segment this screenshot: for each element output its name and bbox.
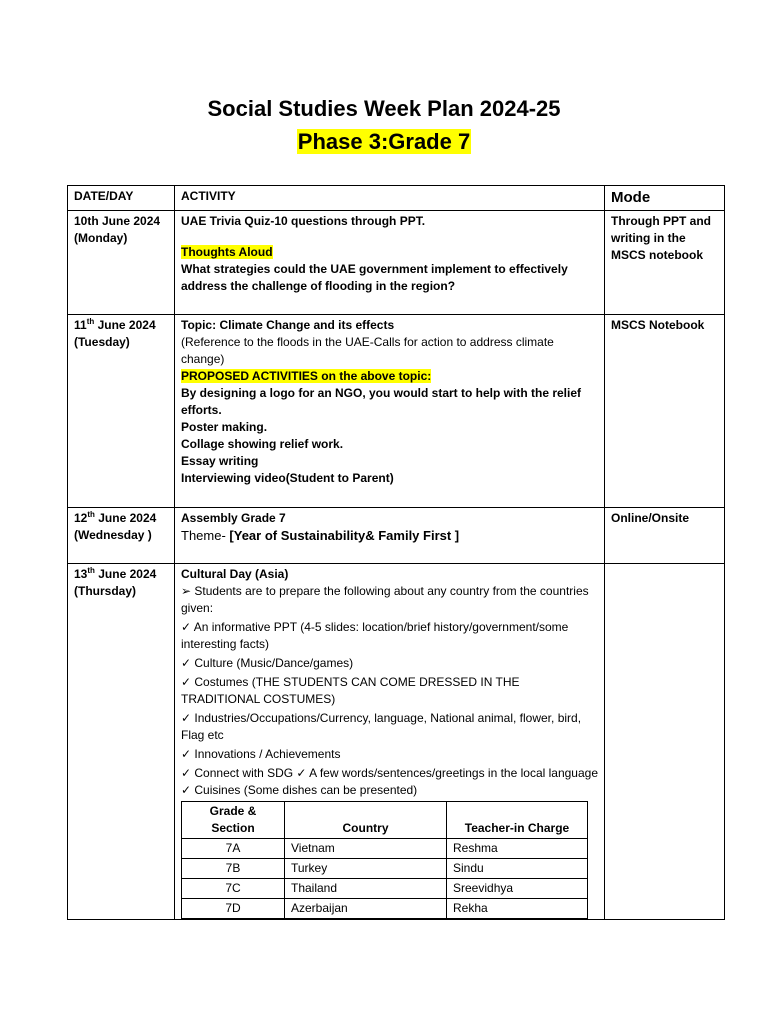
- activity-line: (Reference to the floods in the UAE-Calls for action to address climate change): [181, 335, 554, 366]
- activity-line: By designing a logo for an NGO, you would start to help with the relief efforts.: [181, 386, 582, 417]
- activity-line: Poster making.: [181, 420, 268, 434]
- theme-line: Theme- [Year of Sustainability& Family First ]: [181, 528, 460, 543]
- teacher-cell: Rekha: [447, 899, 588, 919]
- header-row: [68, 186, 725, 211]
- activity-line: Topic: Climate Change and its effects: [181, 318, 395, 332]
- activity-line: ✓ Innovations / Achievements: [181, 747, 341, 761]
- activity-cell: [175, 315, 605, 508]
- day-text: (Thursday): [74, 584, 137, 598]
- inner-header-row: [182, 802, 588, 839]
- page-subtitle: [0, 127, 768, 157]
- date-text: 10th June 2024: [74, 214, 161, 228]
- mode-cell: MSCS Notebook: [605, 315, 725, 508]
- inner-header-teacher: Teacher-in Charge: [447, 802, 588, 839]
- date-cell: [68, 315, 175, 508]
- day-text: (Tuesday): [74, 335, 130, 349]
- activity-line: ✓ Connect with SDG ✓ A few words/sentences/greetings in the local language ✓ Cuisines (Some dishes can be presented): [181, 766, 599, 797]
- activity-line: ➢ Students are to prepare the following about any country from the countries given:: [181, 584, 589, 615]
- table-row: [182, 899, 588, 919]
- date-cell: [68, 211, 175, 315]
- country-cell: Azerbaijan: [285, 899, 447, 919]
- activity-line: Essay writing: [181, 454, 259, 468]
- date-cell: [68, 564, 175, 920]
- highlight-text: Thoughts Aloud: [181, 245, 273, 259]
- plan-row: [68, 315, 725, 508]
- grade-cell: 7D: [182, 899, 285, 919]
- page-title: Social Studies Week Plan 2024-25: [207, 96, 561, 121]
- activity-line: What strategies could the UAE government implement to effectively address the challenge of flooding in the region?: [181, 262, 568, 293]
- grade-cell: 7A: [182, 839, 285, 859]
- activity-cell: [175, 211, 605, 315]
- date-text: 13th June 2024: [74, 566, 157, 581]
- inner-header-country: Country: [285, 802, 447, 839]
- highlight-text: PROPOSED ACTIVITIES on the above topic:: [181, 369, 432, 383]
- plan-row: [68, 508, 725, 564]
- country-cell: Turkey: [285, 859, 447, 879]
- mode-cell: Online/Onsite: [605, 508, 725, 564]
- activity-line: Collage showing relief work.: [181, 437, 344, 451]
- teacher-cell: Sindu: [447, 859, 588, 879]
- table-row: [182, 839, 588, 859]
- plan-row: [68, 564, 725, 920]
- inner-header-grade: Grade & Section: [182, 802, 285, 839]
- table-row: [182, 859, 588, 879]
- day-text: (Monday): [74, 231, 128, 245]
- header-date: DATE/DAY: [68, 186, 175, 211]
- header-mode: Mode: [605, 186, 725, 211]
- country-cell: Vietnam: [285, 839, 447, 859]
- mode-cell: [605, 564, 725, 920]
- day-text: (Wednesday ): [74, 528, 152, 542]
- date-text: 11th June 2024: [74, 317, 156, 332]
- activity-line: ✓ Industries/Occupations/Currency, language, National animal, flower, bird, Flag etc: [181, 711, 582, 742]
- activity-line: ✓ Costumes (THE STUDENTS CAN COME DRESSED IN THE TRADITIONAL COSTUMES): [181, 675, 520, 706]
- activity-cell: [175, 564, 605, 920]
- teacher-cell: Sreevidhya: [447, 879, 588, 899]
- week-plan-table: [67, 185, 725, 920]
- country-cell: Thailand: [285, 879, 447, 899]
- date-cell: [68, 508, 175, 564]
- plan-row: [68, 211, 725, 315]
- country-assignment-table: [181, 801, 588, 919]
- activity-line: ✓ An informative PPT (4-5 slides: location/brief history/government/some interesting facts): [181, 620, 569, 651]
- mode-cell: Through PPT and writing in the MSCS notebook: [605, 211, 725, 315]
- grade-cell: 7C: [182, 879, 285, 899]
- header-activity: ACTIVITY: [175, 186, 605, 211]
- activity-line: UAE Trivia Quiz-10 questions through PPT.: [181, 214, 426, 228]
- date-text: 12th June 2024: [74, 510, 157, 525]
- activity-cell: [175, 508, 605, 564]
- activity-line: Cultural Day (Asia): [181, 567, 289, 581]
- grade-cell: 7B: [182, 859, 285, 879]
- activity-line: Assembly Grade 7: [181, 511, 286, 525]
- activity-line: ✓ Culture (Music/Dance/games): [181, 656, 354, 670]
- teacher-cell: Reshma: [447, 839, 588, 859]
- table-row: [182, 879, 588, 899]
- activity-line: Interviewing video(Student to Parent): [181, 471, 394, 485]
- subtitle-highlight: Phase 3:Grade 7: [297, 129, 471, 154]
